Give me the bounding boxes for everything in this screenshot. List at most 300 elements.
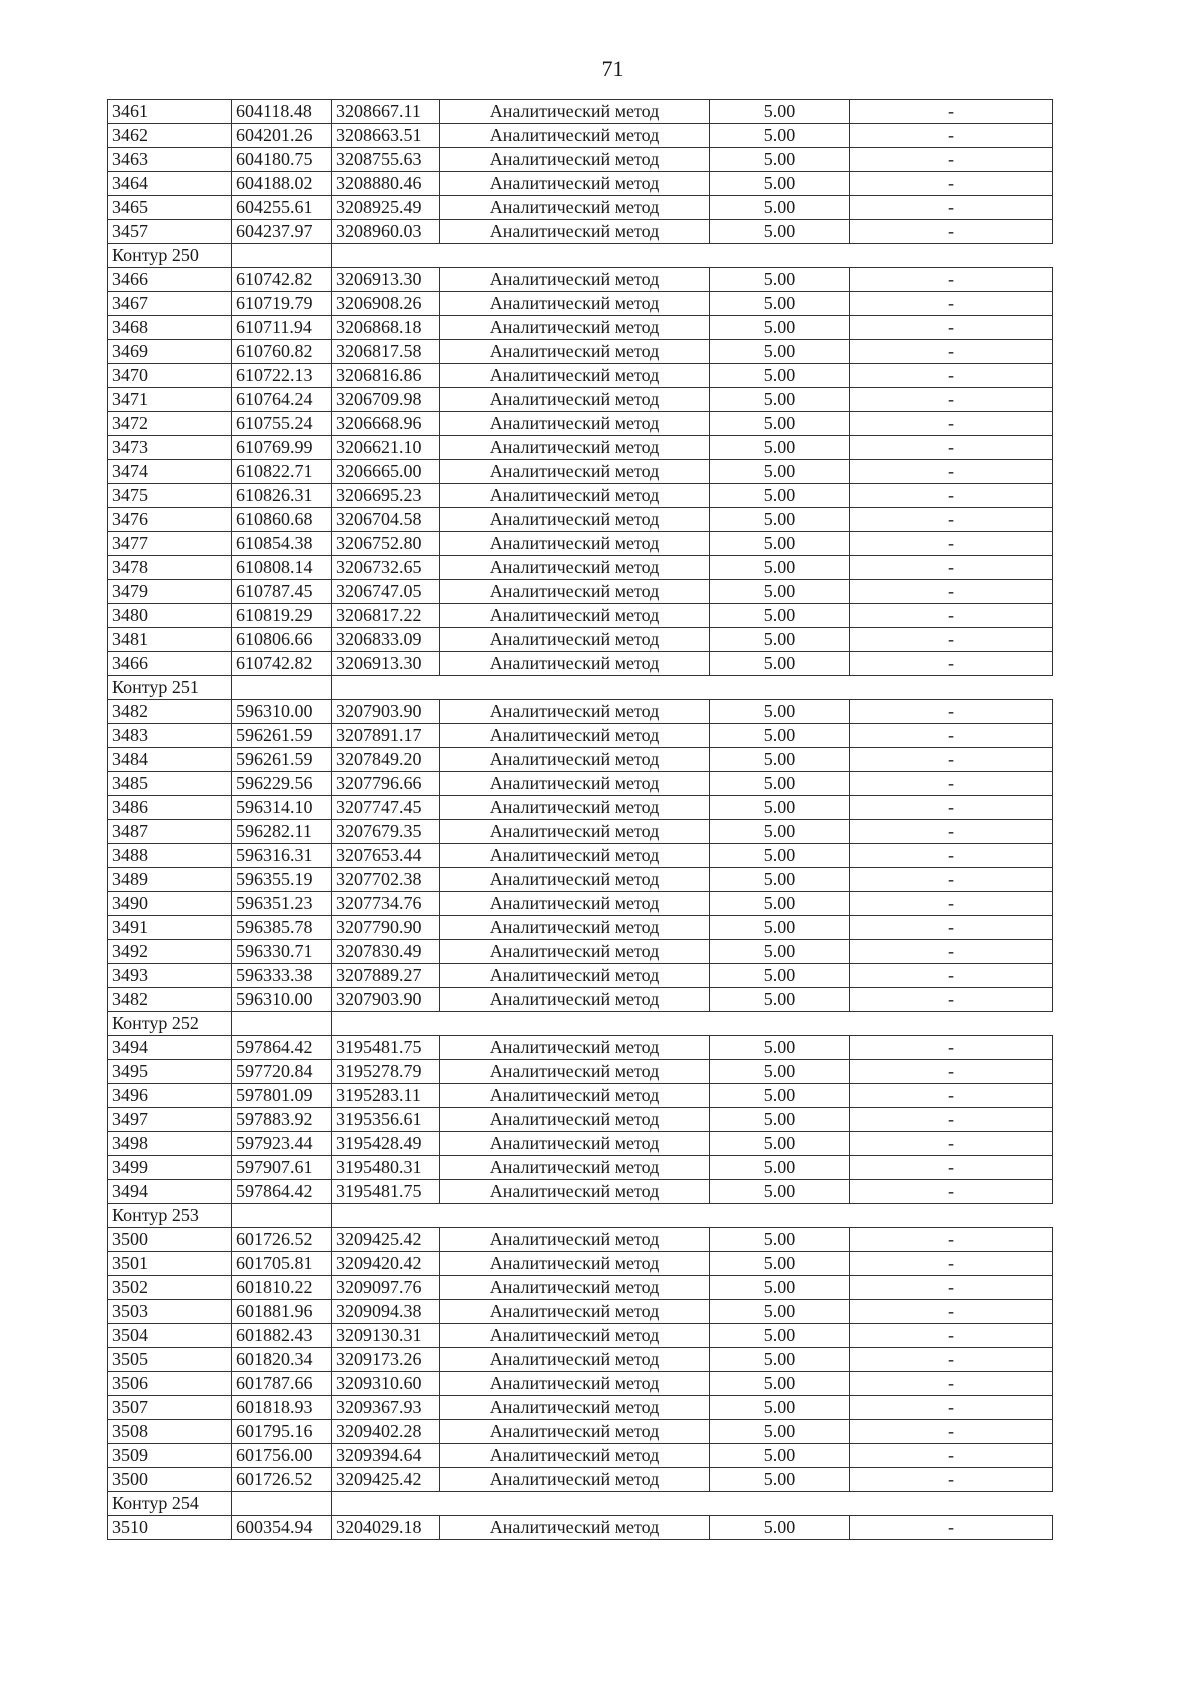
x-coordinate-cell: 596282.11 <box>232 820 332 844</box>
description-cell: - <box>850 412 1053 436</box>
accuracy-cell: 5.00 <box>710 1516 850 1540</box>
method-cell: Аналитический метод <box>440 772 710 796</box>
point-id-cell: 3482 <box>108 700 232 724</box>
point-id-cell: 3486 <box>108 796 232 820</box>
point-id-cell: 3509 <box>108 1444 232 1468</box>
point-id-cell: 3468 <box>108 316 232 340</box>
point-id-cell: 3507 <box>108 1396 232 1420</box>
accuracy-cell: 5.00 <box>710 148 850 172</box>
section-empty-cell <box>232 1492 332 1516</box>
accuracy-cell: 5.00 <box>710 316 850 340</box>
y-coordinate-cell: 3209094.38 <box>332 1300 440 1324</box>
table-row <box>108 388 1053 412</box>
accuracy-cell: 5.00 <box>710 748 850 772</box>
description-cell: - <box>850 1324 1053 1348</box>
table-row <box>108 412 1053 436</box>
accuracy-cell: 5.00 <box>710 820 850 844</box>
method-cell: Аналитический метод <box>440 1468 710 1492</box>
method-cell: Аналитический метод <box>440 1252 710 1276</box>
description-cell: - <box>850 652 1053 676</box>
method-cell: Аналитический метод <box>440 1036 710 1060</box>
x-coordinate-cell: 610764.24 <box>232 388 332 412</box>
point-id-cell: 3466 <box>108 268 232 292</box>
description-cell: - <box>850 844 1053 868</box>
accuracy-cell: 5.00 <box>710 556 850 580</box>
method-cell: Аналитический метод <box>440 700 710 724</box>
table-row <box>108 1156 1053 1180</box>
method-cell: Аналитический метод <box>440 1300 710 1324</box>
point-id-cell: 3478 <box>108 556 232 580</box>
section-label: Контур 253 <box>108 1204 232 1228</box>
y-coordinate-cell: 3207903.90 <box>332 988 440 1012</box>
x-coordinate-cell: 601810.22 <box>232 1276 332 1300</box>
table-row <box>108 1276 1053 1300</box>
accuracy-cell: 5.00 <box>710 1036 850 1060</box>
y-coordinate-cell: 3206732.65 <box>332 556 440 580</box>
accuracy-cell: 5.00 <box>710 652 850 676</box>
x-coordinate-cell: 596351.23 <box>232 892 332 916</box>
description-cell: - <box>850 916 1053 940</box>
y-coordinate-cell: 3195481.75 <box>332 1036 440 1060</box>
y-coordinate-cell: 3206668.96 <box>332 412 440 436</box>
description-cell: - <box>850 364 1053 388</box>
y-coordinate-cell: 3207849.20 <box>332 748 440 772</box>
accuracy-cell: 5.00 <box>710 1372 850 1396</box>
y-coordinate-cell: 3207891.17 <box>332 724 440 748</box>
point-id-cell: 3506 <box>108 1372 232 1396</box>
y-coordinate-cell: 3206817.58 <box>332 340 440 364</box>
method-cell: Аналитический метод <box>440 868 710 892</box>
description-cell: - <box>850 1108 1053 1132</box>
x-coordinate-cell: 604118.48 <box>232 100 332 124</box>
method-cell: Аналитический метод <box>440 988 710 1012</box>
description-cell: - <box>850 316 1053 340</box>
accuracy-cell: 5.00 <box>710 1108 850 1132</box>
table-row <box>108 1252 1053 1276</box>
point-id-cell: 3496 <box>108 1084 232 1108</box>
x-coordinate-cell: 610722.13 <box>232 364 332 388</box>
table-row <box>108 148 1053 172</box>
method-cell: Аналитический метод <box>440 1156 710 1180</box>
accuracy-cell: 5.00 <box>710 772 850 796</box>
method-cell: Аналитический метод <box>440 1324 710 1348</box>
table-row <box>108 964 1053 988</box>
y-coordinate-cell: 3207747.45 <box>332 796 440 820</box>
point-id-cell: 3503 <box>108 1300 232 1324</box>
accuracy-cell: 5.00 <box>710 580 850 604</box>
description-cell: - <box>850 604 1053 628</box>
x-coordinate-cell: 610769.99 <box>232 436 332 460</box>
x-coordinate-cell: 610808.14 <box>232 556 332 580</box>
x-coordinate-cell: 610787.45 <box>232 580 332 604</box>
x-coordinate-cell: 604188.02 <box>232 172 332 196</box>
point-id-cell: 3489 <box>108 868 232 892</box>
description-cell: - <box>850 460 1053 484</box>
y-coordinate-cell: 3206913.30 <box>332 268 440 292</box>
coordinates-table <box>107 99 1053 1540</box>
table-row <box>108 532 1053 556</box>
y-coordinate-cell: 3207734.76 <box>332 892 440 916</box>
y-coordinate-cell: 3206621.10 <box>332 436 440 460</box>
method-cell: Аналитический метод <box>440 1372 710 1396</box>
x-coordinate-cell: 597801.09 <box>232 1084 332 1108</box>
method-cell: Аналитический метод <box>440 916 710 940</box>
accuracy-cell: 5.00 <box>710 100 850 124</box>
x-coordinate-cell: 601882.43 <box>232 1324 332 1348</box>
y-coordinate-cell: 3209394.64 <box>332 1444 440 1468</box>
section-blank <box>332 1012 1053 1036</box>
point-id-cell: 3464 <box>108 172 232 196</box>
point-id-cell: 3500 <box>108 1468 232 1492</box>
accuracy-cell: 5.00 <box>710 988 850 1012</box>
method-cell: Аналитический метод <box>440 1420 710 1444</box>
table-row <box>108 1348 1053 1372</box>
point-id-cell: 3501 <box>108 1252 232 1276</box>
accuracy-cell: 5.00 <box>710 1228 850 1252</box>
x-coordinate-cell: 596310.00 <box>232 988 332 1012</box>
x-coordinate-cell: 597864.42 <box>232 1036 332 1060</box>
section-empty-cell <box>232 1012 332 1036</box>
x-coordinate-cell: 601881.96 <box>232 1300 332 1324</box>
accuracy-cell: 5.00 <box>710 1444 850 1468</box>
description-cell: - <box>850 1516 1053 1540</box>
x-coordinate-cell: 610822.71 <box>232 460 332 484</box>
description-cell: - <box>850 964 1053 988</box>
table-row <box>108 580 1053 604</box>
method-cell: Аналитический метод <box>440 1180 710 1204</box>
table-row <box>108 652 1053 676</box>
accuracy-cell: 5.00 <box>710 292 850 316</box>
x-coordinate-cell: 596316.31 <box>232 844 332 868</box>
x-coordinate-cell: 596385.78 <box>232 916 332 940</box>
x-coordinate-cell: 596261.59 <box>232 748 332 772</box>
point-id-cell: 3487 <box>108 820 232 844</box>
accuracy-cell: 5.00 <box>710 1084 850 1108</box>
description-cell: - <box>850 748 1053 772</box>
y-coordinate-cell: 3195283.11 <box>332 1084 440 1108</box>
y-coordinate-cell: 3209402.28 <box>332 1420 440 1444</box>
point-id-cell: 3484 <box>108 748 232 772</box>
description-cell: - <box>850 1444 1053 1468</box>
x-coordinate-cell: 601787.66 <box>232 1372 332 1396</box>
y-coordinate-cell: 3209130.31 <box>332 1324 440 1348</box>
accuracy-cell: 5.00 <box>710 268 850 292</box>
x-coordinate-cell: 596229.56 <box>232 772 332 796</box>
x-coordinate-cell: 597883.92 <box>232 1108 332 1132</box>
x-coordinate-cell: 601820.34 <box>232 1348 332 1372</box>
point-id-cell: 3465 <box>108 196 232 220</box>
description-cell: - <box>850 1252 1053 1276</box>
x-coordinate-cell: 596310.00 <box>232 700 332 724</box>
y-coordinate-cell: 3209097.76 <box>332 1276 440 1300</box>
section-row <box>108 1204 1053 1228</box>
table-row <box>108 196 1053 220</box>
method-cell: Аналитический метод <box>440 1444 710 1468</box>
accuracy-cell: 5.00 <box>710 460 850 484</box>
description-cell: - <box>850 100 1053 124</box>
table-row <box>108 484 1053 508</box>
description-cell: - <box>850 1084 1053 1108</box>
method-cell: Аналитический метод <box>440 820 710 844</box>
table-row <box>108 724 1053 748</box>
table-row <box>108 1084 1053 1108</box>
method-cell: Аналитический метод <box>440 124 710 148</box>
accuracy-cell: 5.00 <box>710 1420 850 1444</box>
y-coordinate-cell: 3206709.98 <box>332 388 440 412</box>
x-coordinate-cell: 601795.16 <box>232 1420 332 1444</box>
x-coordinate-cell: 597923.44 <box>232 1132 332 1156</box>
method-cell: Аналитический метод <box>440 196 710 220</box>
method-cell: Аналитический метод <box>440 940 710 964</box>
point-id-cell: 3474 <box>108 460 232 484</box>
table-row <box>108 1036 1053 1060</box>
accuracy-cell: 5.00 <box>710 1300 850 1324</box>
x-coordinate-cell: 596355.19 <box>232 868 332 892</box>
section-empty-cell <box>232 244 332 268</box>
y-coordinate-cell: 3206665.00 <box>332 460 440 484</box>
point-id-cell: 3482 <box>108 988 232 1012</box>
point-id-cell: 3466 <box>108 652 232 676</box>
method-cell: Аналитический метод <box>440 100 710 124</box>
y-coordinate-cell: 3209173.26 <box>332 1348 440 1372</box>
point-id-cell: 3490 <box>108 892 232 916</box>
x-coordinate-cell: 601726.52 <box>232 1228 332 1252</box>
point-id-cell: 3480 <box>108 604 232 628</box>
method-cell: Аналитический метод <box>440 1228 710 1252</box>
y-coordinate-cell: 3206817.22 <box>332 604 440 628</box>
accuracy-cell: 5.00 <box>710 220 850 244</box>
x-coordinate-cell: 604180.75 <box>232 148 332 172</box>
method-cell: Аналитический метод <box>440 364 710 388</box>
table-row <box>108 796 1053 820</box>
accuracy-cell: 5.00 <box>710 484 850 508</box>
section-label: Контур 252 <box>108 1012 232 1036</box>
point-id-cell: 3479 <box>108 580 232 604</box>
y-coordinate-cell: 3207796.66 <box>332 772 440 796</box>
section-row <box>108 1012 1053 1036</box>
table-row <box>108 220 1053 244</box>
method-cell: Аналитический метод <box>440 532 710 556</box>
point-id-cell: 3477 <box>108 532 232 556</box>
table-row <box>108 124 1053 148</box>
point-id-cell: 3495 <box>108 1060 232 1084</box>
x-coordinate-cell: 610860.68 <box>232 508 332 532</box>
accuracy-cell: 5.00 <box>710 844 850 868</box>
section-empty-cell <box>232 676 332 700</box>
table-row <box>108 820 1053 844</box>
description-cell: - <box>850 484 1053 508</box>
method-cell: Аналитический метод <box>440 508 710 532</box>
accuracy-cell: 5.00 <box>710 700 850 724</box>
point-id-cell: 3497 <box>108 1108 232 1132</box>
table-row <box>108 172 1053 196</box>
method-cell: Аналитический метод <box>440 556 710 580</box>
x-coordinate-cell: 610826.31 <box>232 484 332 508</box>
method-cell: Аналитический метод <box>440 436 710 460</box>
accuracy-cell: 5.00 <box>710 1396 850 1420</box>
accuracy-cell: 5.00 <box>710 1348 850 1372</box>
y-coordinate-cell: 3208925.49 <box>332 196 440 220</box>
description-cell: - <box>850 892 1053 916</box>
y-coordinate-cell: 3209310.60 <box>332 1372 440 1396</box>
y-coordinate-cell: 3195480.31 <box>332 1156 440 1180</box>
table-row <box>108 508 1053 532</box>
description-cell: - <box>850 1036 1053 1060</box>
y-coordinate-cell: 3206747.05 <box>332 580 440 604</box>
point-id-cell: 3471 <box>108 388 232 412</box>
point-id-cell: 3488 <box>108 844 232 868</box>
method-cell: Аналитический метод <box>440 652 710 676</box>
section-blank <box>332 244 1053 268</box>
x-coordinate-cell: 601705.81 <box>232 1252 332 1276</box>
description-cell: - <box>850 172 1053 196</box>
description-cell: - <box>850 1372 1053 1396</box>
y-coordinate-cell: 3207903.90 <box>332 700 440 724</box>
section-row <box>108 1492 1053 1516</box>
method-cell: Аналитический метод <box>440 388 710 412</box>
point-id-cell: 3494 <box>108 1036 232 1060</box>
description-cell: - <box>850 724 1053 748</box>
point-id-cell: 3491 <box>108 916 232 940</box>
method-cell: Аналитический метод <box>440 148 710 172</box>
point-id-cell: 3493 <box>108 964 232 988</box>
section-label: Контур 251 <box>108 676 232 700</box>
section-blank <box>332 676 1053 700</box>
accuracy-cell: 5.00 <box>710 940 850 964</box>
table-row <box>108 268 1053 292</box>
x-coordinate-cell: 601818.93 <box>232 1396 332 1420</box>
method-cell: Аналитический метод <box>440 1348 710 1372</box>
y-coordinate-cell: 3195278.79 <box>332 1060 440 1084</box>
accuracy-cell: 5.00 <box>710 196 850 220</box>
point-id-cell: 3467 <box>108 292 232 316</box>
x-coordinate-cell: 604255.61 <box>232 196 332 220</box>
y-coordinate-cell: 3206833.09 <box>332 628 440 652</box>
method-cell: Аналитический метод <box>440 340 710 364</box>
point-id-cell: 3494 <box>108 1180 232 1204</box>
table-row <box>108 628 1053 652</box>
description-cell: - <box>850 1180 1053 1204</box>
y-coordinate-cell: 3207702.38 <box>332 868 440 892</box>
description-cell: - <box>850 1468 1053 1492</box>
y-coordinate-cell: 3209425.42 <box>332 1228 440 1252</box>
method-cell: Аналитический метод <box>440 748 710 772</box>
method-cell: Аналитический метод <box>440 844 710 868</box>
description-cell: - <box>850 1228 1053 1252</box>
accuracy-cell: 5.00 <box>710 436 850 460</box>
description-cell: - <box>850 940 1053 964</box>
table-row <box>108 100 1053 124</box>
y-coordinate-cell: 3195428.49 <box>332 1132 440 1156</box>
x-coordinate-cell: 596330.71 <box>232 940 332 964</box>
description-cell: - <box>850 580 1053 604</box>
x-coordinate-cell: 610854.38 <box>232 532 332 556</box>
section-empty-cell <box>232 1204 332 1228</box>
x-coordinate-cell: 601726.52 <box>232 1468 332 1492</box>
accuracy-cell: 5.00 <box>710 364 850 388</box>
x-coordinate-cell: 610742.82 <box>232 652 332 676</box>
accuracy-cell: 5.00 <box>710 1060 850 1084</box>
method-cell: Аналитический метод <box>440 1276 710 1300</box>
method-cell: Аналитический метод <box>440 724 710 748</box>
point-id-cell: 3469 <box>108 340 232 364</box>
accuracy-cell: 5.00 <box>710 172 850 196</box>
table-row <box>108 316 1053 340</box>
section-label: Контур 250 <box>108 244 232 268</box>
method-cell: Аналитический метод <box>440 1084 710 1108</box>
table-row <box>108 340 1053 364</box>
accuracy-cell: 5.00 <box>710 532 850 556</box>
x-coordinate-cell: 601756.00 <box>232 1444 332 1468</box>
table-row <box>108 1420 1053 1444</box>
description-cell: - <box>850 1276 1053 1300</box>
x-coordinate-cell: 597720.84 <box>232 1060 332 1084</box>
table-row <box>108 1372 1053 1396</box>
accuracy-cell: 5.00 <box>710 388 850 412</box>
accuracy-cell: 5.00 <box>710 412 850 436</box>
y-coordinate-cell: 3206816.86 <box>332 364 440 388</box>
method-cell: Аналитический метод <box>440 796 710 820</box>
description-cell: - <box>850 1420 1053 1444</box>
accuracy-cell: 5.00 <box>710 1468 850 1492</box>
y-coordinate-cell: 3208960.03 <box>332 220 440 244</box>
description-cell: - <box>850 124 1053 148</box>
table-row <box>108 1228 1053 1252</box>
y-coordinate-cell: 3206752.80 <box>332 532 440 556</box>
method-cell: Аналитический метод <box>440 172 710 196</box>
accuracy-cell: 5.00 <box>710 916 850 940</box>
section-label: Контур 254 <box>108 1492 232 1516</box>
page-number: 71 <box>601 56 624 81</box>
accuracy-cell: 5.00 <box>710 124 850 148</box>
description-cell: - <box>850 1396 1053 1420</box>
accuracy-cell: 5.00 <box>710 796 850 820</box>
y-coordinate-cell: 3207679.35 <box>332 820 440 844</box>
table-row <box>108 1060 1053 1084</box>
method-cell: Аналитический метод <box>440 964 710 988</box>
x-coordinate-cell: 610760.82 <box>232 340 332 364</box>
point-id-cell: 3475 <box>108 484 232 508</box>
point-id-cell: 3504 <box>108 1324 232 1348</box>
y-coordinate-cell: 3208663.51 <box>332 124 440 148</box>
x-coordinate-cell: 604201.26 <box>232 124 332 148</box>
accuracy-cell: 5.00 <box>710 868 850 892</box>
point-id-cell: 3461 <box>108 100 232 124</box>
point-id-cell: 3500 <box>108 1228 232 1252</box>
table-row <box>108 436 1053 460</box>
method-cell: Аналитический метод <box>440 628 710 652</box>
method-cell: Аналитический метод <box>440 460 710 484</box>
method-cell: Аналитический метод <box>440 220 710 244</box>
x-coordinate-cell: 610719.79 <box>232 292 332 316</box>
method-cell: Аналитический метод <box>440 1132 710 1156</box>
method-cell: Аналитический метод <box>440 292 710 316</box>
section-blank <box>332 1204 1053 1228</box>
point-id-cell: 3483 <box>108 724 232 748</box>
table-row <box>108 988 1053 1012</box>
description-cell: - <box>850 220 1053 244</box>
point-id-cell: 3472 <box>108 412 232 436</box>
description-cell: - <box>850 196 1053 220</box>
x-coordinate-cell: 610806.66 <box>232 628 332 652</box>
table-row <box>108 292 1053 316</box>
table-row <box>108 460 1053 484</box>
point-id-cell: 3502 <box>108 1276 232 1300</box>
y-coordinate-cell: 3207790.90 <box>332 916 440 940</box>
table-row <box>108 748 1053 772</box>
description-cell: - <box>850 628 1053 652</box>
point-id-cell: 3508 <box>108 1420 232 1444</box>
